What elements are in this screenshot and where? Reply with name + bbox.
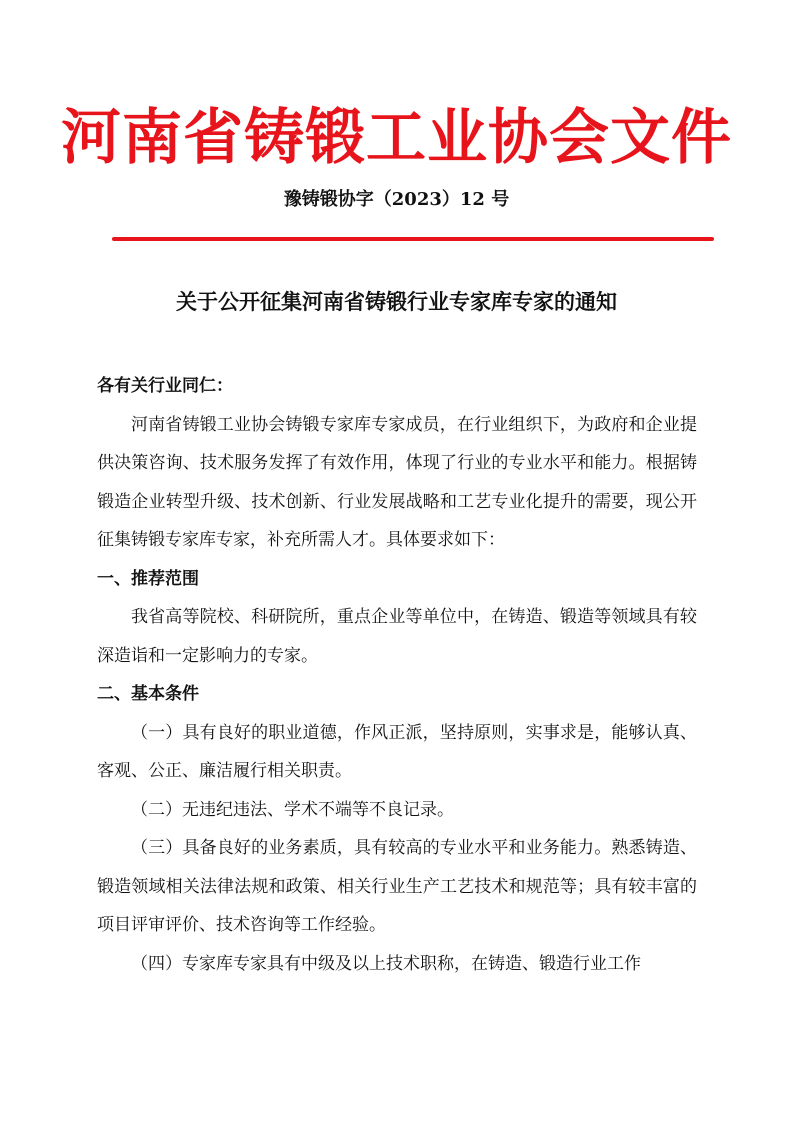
section-paragraph-scope: 我省高等院校、科研院所，重点企业等单位中，在铸造、锻造等领域具有较深造诣和一定影响力的专家。 xyxy=(97,607,697,666)
condition-item: （四）专家库专家具有中级及以上技术职称，在铸造、锻造行业工作 xyxy=(131,953,641,974)
condition-item: （一）具有良好的职业道德，作风正派，坚持原则，实事求是，能够认真、客观、公正、廉洁履行相关职责。 xyxy=(97,722,697,781)
red-divider-line xyxy=(112,237,714,241)
notice-title: 关于公开征集河南省铸锻行业专家库专家的通知 xyxy=(176,289,617,314)
section-heading-conditions: 二、基本条件 xyxy=(97,684,199,704)
condition-item: （二）无违纪违法、学术不端等不良记录。 xyxy=(131,799,454,820)
salutation: 各有关行业同仁： xyxy=(97,376,233,396)
document-header-title: 河南省铸锻工业协会文件 xyxy=(61,103,732,173)
condition-item: （三）具备良好的业务素质，具有较高的专业水平和业务能力。熟悉铸造、锻造领域相关法律法规和政策、相关行业生产工艺技术和规范等；具有较丰富的项目评审评价、技术咨询等工作经验。 xyxy=(97,838,697,935)
intro-paragraph: 河南省铸锻工业协会铸锻专家库专家成员，在行业组织下，为政府和企业提供决策咨询、技术服务发挥了有效作用，体现了行业的专业水平和能力。根据铸锻造企业转型升级、技术创新、行业发展战略和工艺专业化提升的需要，现公开征集铸锻专家库专家，补充所需人才。具体要求如下： xyxy=(97,414,697,550)
document-body xyxy=(97,367,697,983)
section-heading-scope: 一、推荐范围 xyxy=(97,568,199,589)
document-number: 豫铸锻协字（2023）12 号 xyxy=(283,189,510,210)
